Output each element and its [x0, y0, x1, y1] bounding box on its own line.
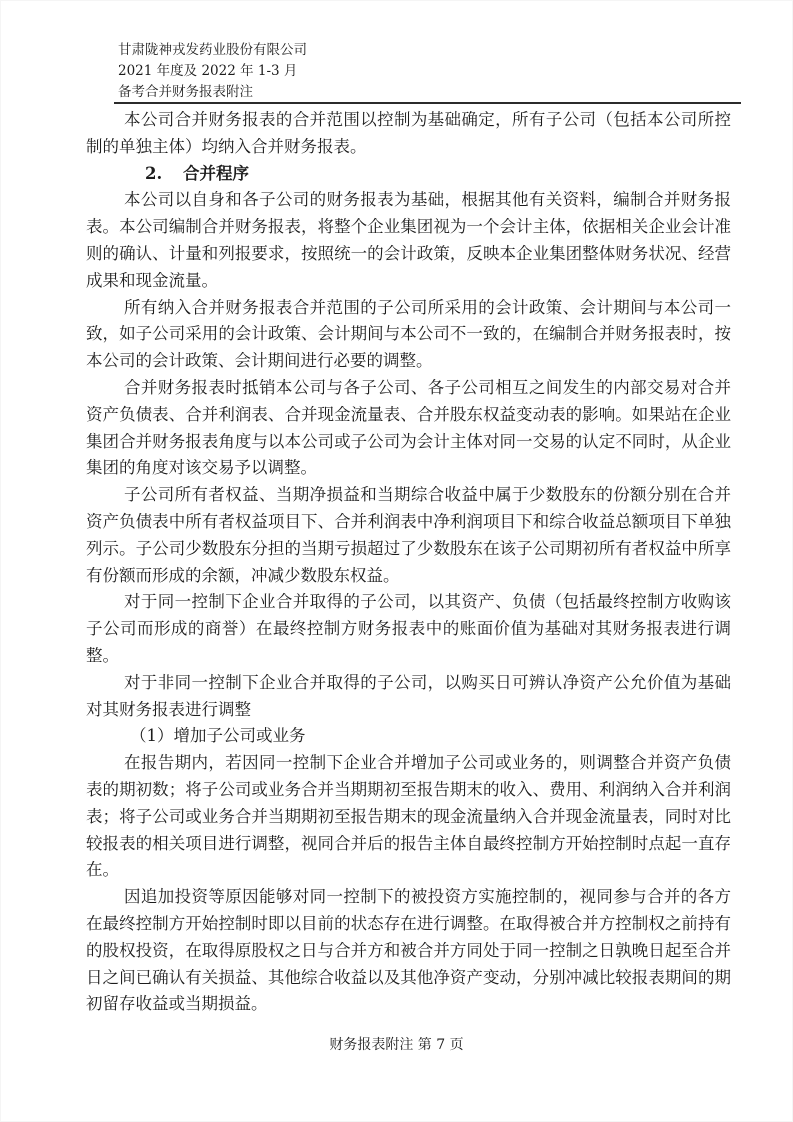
paragraph-same-control-acquisition: 对于同一控制下企业合并取得的子公司，以其资产、负债（包括最终控制方收购该子公司而形成的商誉）在最终控制方财务报表中的账面价值为基础对其财务报表进行调整。 — [86, 592, 731, 665]
paragraph-preparation-basis: 本公司以自身和各子公司的财务报表为基础，根据其他有关资料，编制合并财务报表。本公司编制合并财务报表，将整个企业集团视为一个会计主体，依据相关企业会计准则的确认、计量和列报要求，按照统一的会计政策，反映本企业集团整体财务状况、经营成果和现金流量。 — [86, 190, 731, 290]
paragraph-reporting-period-adjustment: 在报告期内，若因同一控制下企业合并增加子公司或业务的，则调整合并资产负债表的期初数；将子公司或业务合并当期期初至报告期末的收入、费用、利润纳入合并利润表；将子公司或业务合并当期期初至报告期末的现金流量纳入合并现金流量表，同时对比较报表的相关项目进行调整，视同合并后的报告主体自最终控制方开始控制时点起一直存在。 — [86, 753, 731, 880]
header-rule — [114, 102, 741, 104]
paragraph-non-same-control-acquisition: 对于非同一控制下企业合并取得的子公司，以购买日可辨认净资产公允价值为基础对其财务报表进行调整 — [86, 672, 731, 719]
paragraph-minority-interest: 子公司所有者权益、当期净损益和当期综合收益中属于少数股东的份额分别在合并资产负债表中所有者权益项目下、合并利润表中净利润项目下和综合收益总额项目下单独列示。子公司少数股东分担的当期亏损超过了少数股东在该子公司期初所有者权益中所享有份额而形成的余额，冲减少数股东权益。 — [86, 485, 731, 585]
section-title: 合并程序 — [183, 163, 249, 183]
footer-page-label: 财务报表附注 第 7 页 — [329, 1037, 464, 1053]
section-heading-consolidation-procedure — [86, 161, 731, 188]
report-period: 2021 年度及 2022 年 1-3 月 — [118, 63, 298, 79]
sub-item-add-subsidiary: （1）增加子公司或业务 — [130, 726, 306, 746]
paragraph-consolidation-scope: 本公司合并财务报表的合并范围以控制为基础确定，所有子公司（包括本公司所控制的单独主体）均纳入合并财务报表。 — [86, 110, 731, 156]
paragraph-accounting-policy-alignment: 所有纳入合并财务报表合并范围的子公司所采用的会计政策、会计期间与本公司一致，如子公司采用的会计政策、会计期间与本公司不一致的，在编制合并财务报表时，按本公司的会计政策、会计期间进行必要的调整。 — [86, 297, 731, 371]
document-body — [86, 107, 731, 1018]
section-number: 2. — [145, 163, 163, 183]
paragraph-intercompany-elimination: 合并财务报表时抵销本公司与各子公司、各子公司相互之间发生的内部交易对合并资产负债表、合并利润表、合并现金流量表、合并股东权益变动表的影响。如果站在企业集团合并财务报表角度与以本公司或子公司为会计主体对同一交易的认定不同时，从企业集团的角度对该交易予以调整。 — [86, 377, 731, 478]
company-name: 甘肃陇神戎发药业股份有限公司 — [118, 42, 307, 58]
page-footer — [0, 1035, 793, 1055]
document-title: 备考合并财务报表附注 — [118, 84, 253, 100]
page-header — [118, 40, 307, 103]
paragraph-additional-investment-control: 因追加投资等原因能够对同一控制下的被投资方实施控制的，视同参与合并的各方在最终控制方开始控制时即以目前的状态存在进行调整。在取得被合并方控制权之前持有的股权投资，在取得原股权之日与合并方和被合并方同处于同一控制之日孰晚日起至合并日之间已确认有关损益、其他综合收益以及其他净资产变动，分别冲减比较报表期间的期初留存收益或当期损益。 — [86, 887, 731, 1014]
